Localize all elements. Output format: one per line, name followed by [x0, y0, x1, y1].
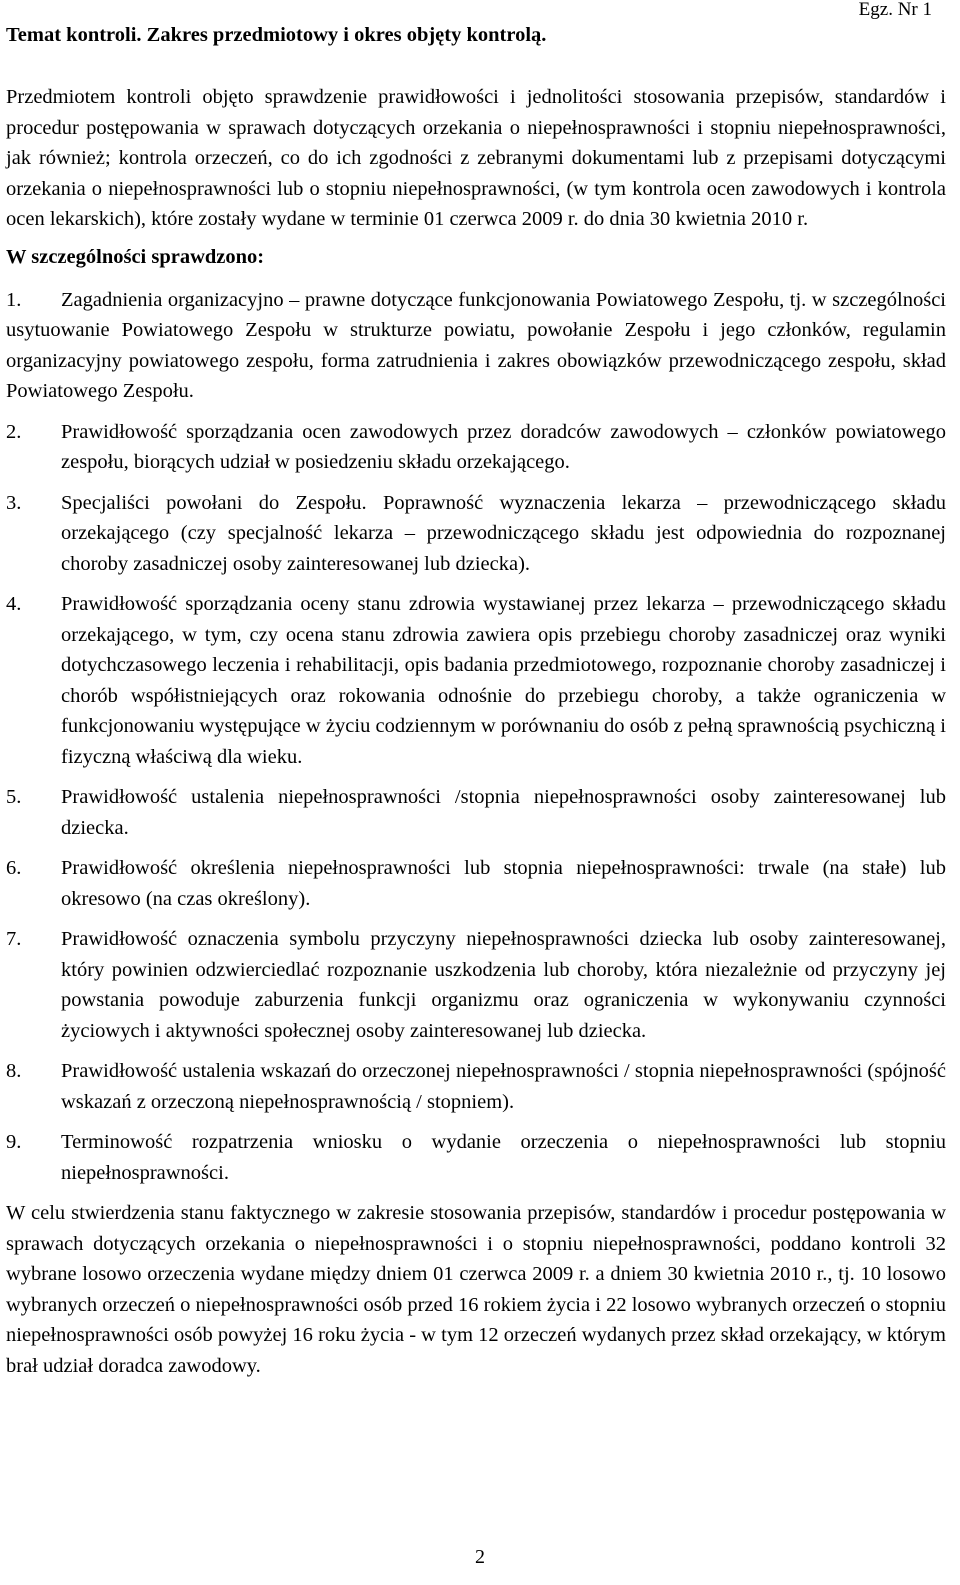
list-item [6, 924, 946, 1046]
list-item [6, 488, 946, 580]
list-item-number: 8. [6, 1060, 22, 1082]
list-item-number: 5. [6, 786, 22, 808]
list-item [6, 417, 946, 478]
list-item-number: 4. [6, 593, 22, 615]
list-item-text: Prawidłowość sporządzania oceny stanu zdrowia wystawianej przez lekarza – przewodniczącego składu orzekającego, w tym, czy ocena stanu zdrowia zawiera opis przebiegu choroby zasadniczej oraz wyniki dotychczasowego leczenia i rehabilitacji, opis badania przedmiotowego, rozpoznanie choroby zasadniczej i chorób współistniejących oraz rokowania odnośnie do przebiegu choroby, a także ograniczenia w funkcjonowaniu występujące w życiu codziennym w porównaniu do osób z pełną sprawnością psychiczną i fizyczną właściwą dla wieku. [61, 593, 946, 768]
list-item-text: Prawidłowość oznaczenia symbolu przyczyny niepełnosprawności dziecka lub osoby zainteresowanej, który powinien odzwierciedlać rozpoznanie uszkodzenia lub choroby, która niezależnie od przyczyny jej powstania powoduje zaburzenia funkcji organizmu oraz ograniczenia w wykonywaniu czynności życiowych i aktywności społecznej osoby zainteresowanej lub dziecka. [61, 928, 946, 1042]
list-item-text: Prawidłowość ustalenia niepełnosprawności /stopnia niepełnosprawności osoby zainteresowanej lub dziecka. [61, 786, 946, 839]
list-item-number: 1. [6, 288, 22, 311]
list-item-text: Terminowość rozpatrzenia wniosku o wydanie orzeczenia o niepełnosprawności lub stopniu niepełnosprawności. [61, 1131, 946, 1184]
list-item-number: 2. [6, 420, 22, 443]
checked-items-list [6, 285, 946, 1189]
list-item-text: Prawidłowość określenia niepełnosprawności lub stopnia niepełnosprawności: trwale (na stałe) lub okresowo (na czas określony). [61, 857, 946, 910]
list-item [6, 853, 946, 914]
document-page [6, 0, 946, 1381]
list-item-number: 9. [6, 1131, 22, 1153]
list-item-text: Zagadnienia organizacyjno – prawne dotyczące funkcjonowania Powiatowego Zespołu, tj. w szczególności usytuowanie Powiatowego Zespołu w strukturze powiatu, powołanie Zespołu i jego członków, regulamin organizacyjny powiatowego zespołu, forma zatrudnienia i zakres obowiązków przewodniczącego zespołu, skład Powiatowego Zespołu. [6, 288, 946, 402]
page-number: 2 [475, 1546, 485, 1568]
list-item [6, 782, 946, 843]
list-item [6, 589, 946, 772]
list-item [6, 285, 946, 407]
list-item-text: Prawidłowość sporządzania ocen zawodowych przez doradców zawodowych – członków powiatowego zespołu, biorących udział w posiedzeniu składu orzekającego. [61, 420, 946, 473]
section-title: Temat kontroli. Zakres przedmiotowy i okres objęty kontrolą. [6, 24, 547, 46]
copy-number-label: Egz. Nr 1 [858, 0, 932, 20]
intro-paragraph: Przedmiotem kontroli objęto sprawdzenie prawidłowości i jednolitości stosowania przepisów, standardów i procedur postępowania w sprawach dotyczących orzekania o niepełnosprawności i stopniu niepełnosprawności, jak również; kontrola orzeczeń, co do ich zgodności z zebranymi dokumentami lub z przepisami dotyczącymi orzekania o niepełnosprawności lub o stopniu niepełnosprawności, (w tym kontrola ocen zawodowych i kontrola ocen lekarskich), które zostały wydane w terminie 01 czerwca 2009 r. do dnia 30 kwietnia 2010 r. [6, 86, 946, 230]
list-item [6, 1056, 946, 1117]
closing-paragraph: W celu stwierdzenia stanu faktycznego w zakresie stosowania przepisów, standardów i procedur postępowania w sprawach dotyczących orzekania o niepełnosprawności i o stopniu niepełnosprawności, poddano kontroli 32 wybrane losowo orzeczenia wydane między dniem 01 czerwca 2009 r. a dniem 30 kwietnia 2010 r., tj. 10 losowo wybranych orzeczeń o niepełnosprawności osób przed 16 rokiem życia i 22 losowo wybranych orzeczeń o stopniu niepełnosprawności osób powyżej 16 roku życia - w tym 12 orzeczeń wydanych przez skład orzekający, w którym brał udział doradca zawodowy. [6, 1202, 946, 1377]
checklist-heading: W szczególności sprawdzono: [6, 245, 265, 268]
list-item-number: 6. [6, 857, 22, 879]
list-item-text: Prawidłowość ustalenia wskazań do orzeczonej niepełnosprawności / stopnia niepełnosprawności (spójność wskazań z orzeczoną niepełnosprawnością / stopniem). [61, 1060, 946, 1113]
list-item-number: 3. [6, 491, 22, 514]
list-item [6, 1127, 946, 1188]
list-item-number: 7. [6, 928, 22, 950]
list-item-text: Specjaliści powołani do Zespołu. Poprawność wyznaczenia lekarza – przewodniczącego składu orzekającego (czy specjalność lekarza – przewodniczącego składu jest odpowiednia do rozpoznanej choroby zasadniczej osoby zainteresowanej lub dziecka). [61, 491, 946, 575]
